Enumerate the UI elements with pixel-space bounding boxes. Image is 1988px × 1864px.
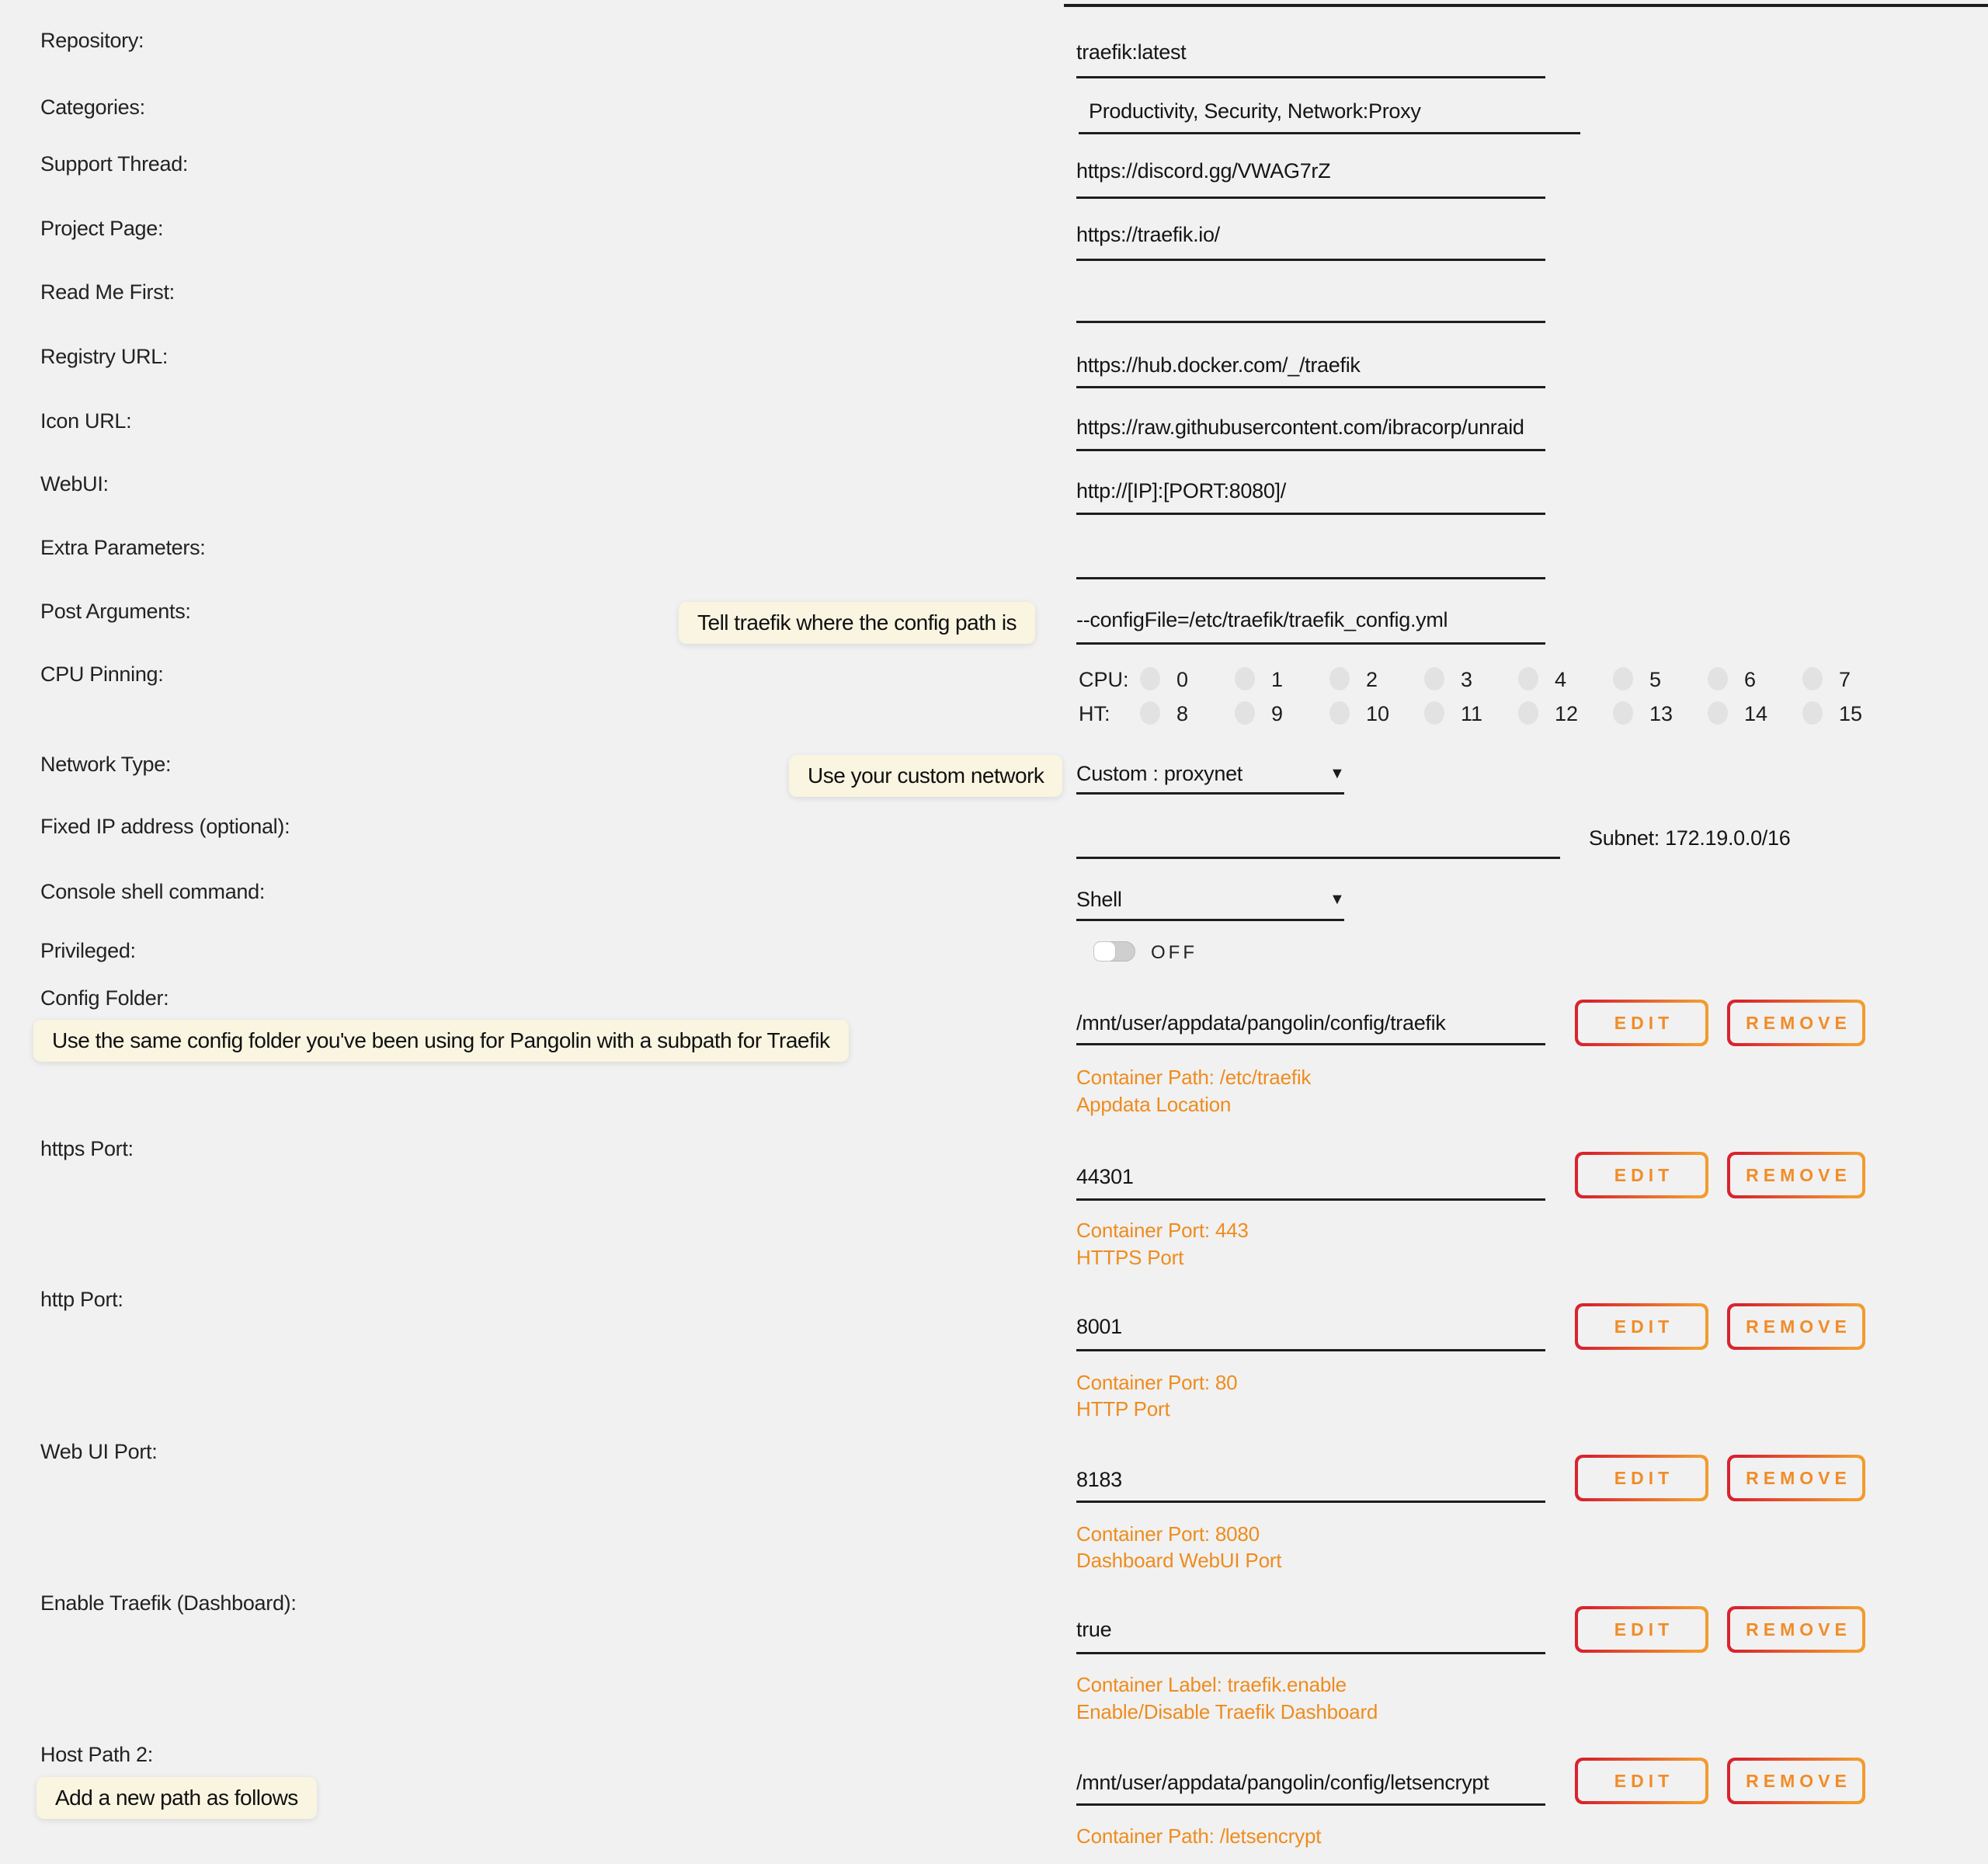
read-me-first-label: Read Me First: <box>40 280 175 304</box>
ht-12-checkbox[interactable] <box>1518 701 1538 725</box>
webui-input-underline <box>1076 513 1545 515</box>
cpu-7-checkbox[interactable] <box>1802 667 1823 690</box>
enable-traefik-edit-button[interactable] <box>1575 1606 1708 1653</box>
host-path-2-tooltip: Add a new path as follows <box>36 1777 317 1819</box>
host-path-2-edit-button[interactable] <box>1575 1758 1708 1804</box>
post-arguments-label: Post Arguments: <box>40 600 191 623</box>
console-shell-dropdown-arrow-icon[interactable]: ▼ <box>1329 891 1345 908</box>
http-port-label: http Port: <box>40 1288 123 1311</box>
support-thread-label: Support Thread: <box>40 152 189 176</box>
http-port-input-underline <box>1076 1349 1545 1351</box>
registry-url-input-underline <box>1076 386 1545 388</box>
network-type-label: Network Type: <box>40 753 172 776</box>
host-path-2-remove-button-label: REMOVE <box>1730 1761 1862 1801</box>
privileged-toggle-state: OFF <box>1151 942 1197 963</box>
post-arguments-input-underline <box>1076 642 1545 645</box>
read-me-first-input-underline <box>1076 321 1545 323</box>
network-type-dropdown-arrow-icon[interactable]: ▼ <box>1329 765 1345 782</box>
https-port-description: HTTPS Port <box>1076 1246 1184 1269</box>
enable-traefik-description: Enable/Disable Traefik Dashboard <box>1076 1700 1378 1723</box>
ht-12-label: 12 <box>1555 702 1579 725</box>
support-thread-input-underline <box>1076 196 1545 199</box>
web-ui-port-edit-button-label: EDIT <box>1578 1458 1705 1498</box>
repository-input-underline <box>1076 76 1545 78</box>
fixed-ip-input-underline <box>1076 857 1560 859</box>
repository-label: Repository: <box>40 29 144 52</box>
cpu-2-label: 2 <box>1366 668 1378 691</box>
ht-11-checkbox[interactable] <box>1424 701 1444 725</box>
host-path-2-edit-button-label: EDIT <box>1578 1761 1705 1801</box>
categories-input-underline <box>1079 132 1580 134</box>
cpu-row-label: CPU: <box>1079 668 1129 691</box>
post-arguments-input[interactable]: --configFile=/etc/traefik/traefik_config.yml <box>1076 608 1448 631</box>
privileged-toggle[interactable] <box>1093 941 1135 962</box>
cpu-3-checkbox[interactable] <box>1424 667 1444 690</box>
ht-10-checkbox[interactable] <box>1329 701 1350 725</box>
web-ui-port-input-underline <box>1076 1501 1545 1503</box>
host-path-2-label: Host Path 2: <box>40 1743 153 1766</box>
cpu-pinning-label: CPU Pinning: <box>40 662 164 686</box>
config-folder-edit-button[interactable] <box>1575 1000 1708 1046</box>
https-port-input-underline <box>1076 1198 1545 1201</box>
host-path-2-remove-button[interactable] <box>1727 1758 1865 1804</box>
http-port-remove-button-label: REMOVE <box>1730 1306 1862 1347</box>
top-cutoff-field-underline <box>1064 4 1988 7</box>
config-folder-container-path: Container Path: /etc/traefik <box>1076 1066 1312 1089</box>
post-arguments-tooltip: Tell traefik where the config path is <box>679 602 1035 644</box>
privileged-toggle-knob <box>1093 941 1116 962</box>
https-port-input[interactable]: 44301 <box>1076 1165 1134 1188</box>
network-type-tooltip: Use your custom network <box>789 755 1062 797</box>
cpu-2-checkbox[interactable] <box>1329 667 1350 690</box>
ht-row-label: HT: <box>1079 702 1110 725</box>
http-port-input[interactable]: 8001 <box>1076 1315 1122 1338</box>
cpu-0-label: 0 <box>1176 668 1189 691</box>
ht-15-checkbox[interactable] <box>1802 701 1823 725</box>
icon-url-label: Icon URL: <box>40 409 132 433</box>
cpu-5-checkbox[interactable] <box>1613 667 1633 690</box>
cpu-0-checkbox[interactable] <box>1140 667 1160 690</box>
web-ui-port-container-port: Container Port: 8080 <box>1076 1522 1260 1546</box>
cpu-1-label: 1 <box>1271 668 1284 691</box>
extra-parameters-label: Extra Parameters: <box>40 536 206 559</box>
categories-input[interactable]: Productivity, Security, Network:Proxy <box>1089 99 1421 123</box>
ht-13-label: 13 <box>1649 702 1673 725</box>
cpu-1-checkbox[interactable] <box>1235 667 1255 690</box>
registry-url-label: Registry URL: <box>40 345 169 368</box>
cpu-3-label: 3 <box>1461 668 1473 691</box>
cpu-4-checkbox[interactable] <box>1518 667 1538 690</box>
https-port-container-port: Container Port: 443 <box>1076 1219 1249 1242</box>
cpu-5-label: 5 <box>1649 668 1662 691</box>
ht-8-checkbox[interactable] <box>1140 701 1160 725</box>
cpu-4-label: 4 <box>1555 668 1567 691</box>
webui-input[interactable]: http://[IP]:[PORT:8080]/ <box>1076 479 1286 503</box>
ht-8-label: 8 <box>1176 702 1189 725</box>
project-page-input[interactable]: https://traefik.io/ <box>1076 223 1220 246</box>
extra-parameters-input-underline <box>1076 577 1545 579</box>
http-port-remove-button[interactable] <box>1727 1303 1865 1350</box>
ht-14-label: 14 <box>1744 702 1768 725</box>
web-ui-port-remove-button[interactable] <box>1727 1455 1865 1501</box>
https-port-remove-button-label: REMOVE <box>1730 1155 1862 1195</box>
host-path-2-container-path: Container Path: /letsencrypt <box>1076 1824 1322 1848</box>
enable-traefik-edit-button-label: EDIT <box>1578 1609 1705 1650</box>
config-folder-remove-button-label: REMOVE <box>1730 1003 1862 1043</box>
privileged-label: Privileged: <box>40 939 136 962</box>
enable-traefik-input[interactable]: true <box>1076 1618 1112 1641</box>
console-shell-select[interactable]: Shell <box>1076 888 1122 911</box>
config-folder-input[interactable]: /mnt/user/appdata/pangolin/config/traefik <box>1076 1011 1446 1035</box>
fixed-ip-label: Fixed IP address (optional): <box>40 815 290 838</box>
http-port-description: HTTP Port <box>1076 1397 1170 1421</box>
enable-traefik-label: Enable Traefik (Dashboard): <box>40 1591 297 1615</box>
icon-url-input[interactable]: https://raw.githubusercontent.com/ibracorp/unraid <box>1076 416 1524 439</box>
ht-13-checkbox[interactable] <box>1613 701 1633 725</box>
http-port-edit-button[interactable] <box>1575 1303 1708 1350</box>
host-path-2-input[interactable]: /mnt/user/appdata/pangolin/config/letsencrypt <box>1076 1771 1489 1794</box>
cpu-7-label: 7 <box>1839 668 1851 691</box>
enable-traefik-remove-button[interactable] <box>1727 1606 1865 1653</box>
https-port-edit-button[interactable] <box>1575 1152 1708 1198</box>
cpu-6-label: 6 <box>1744 668 1757 691</box>
icon-url-input-underline <box>1076 449 1545 451</box>
enable-traefik-remove-button-label: REMOVE <box>1730 1609 1862 1650</box>
network-type-select[interactable]: Custom : proxynet <box>1076 762 1242 785</box>
web-ui-port-label: Web UI Port: <box>40 1440 158 1463</box>
config-folder-tooltip: Use the same config folder you've been using for Pangolin with a subpath for Traefik <box>33 1020 849 1062</box>
ht-15-label: 15 <box>1839 702 1863 725</box>
fixed-ip-subnet-text: Subnet: 172.19.0.0/16 <box>1589 826 1791 850</box>
config-folder-description: Appdata Location <box>1076 1093 1232 1116</box>
project-page-input-underline <box>1076 259 1545 261</box>
config-folder-edit-button-label: EDIT <box>1578 1003 1705 1043</box>
enable-traefik-container-label: Container Label: traefik.enable <box>1076 1673 1347 1696</box>
http-port-edit-button-label: EDIT <box>1578 1306 1705 1347</box>
console-shell-label: Console shell command: <box>40 880 266 903</box>
ht-14-checkbox[interactable] <box>1708 701 1728 725</box>
config-folder-remove-button[interactable] <box>1727 1000 1865 1046</box>
ht-9-checkbox[interactable] <box>1235 701 1255 725</box>
ht-9-label: 9 <box>1271 702 1284 725</box>
network-type-select-underline <box>1076 792 1344 795</box>
project-page-label: Project Page: <box>40 217 164 240</box>
registry-url-input[interactable]: https://hub.docker.com/_/traefik <box>1076 353 1361 377</box>
enable-traefik-input-underline <box>1076 1652 1545 1654</box>
ht-11-label: 11 <box>1461 702 1483 725</box>
console-shell-select-underline <box>1076 919 1344 921</box>
web-ui-port-edit-button[interactable] <box>1575 1455 1708 1501</box>
web-ui-port-remove-button-label: REMOVE <box>1730 1458 1862 1498</box>
https-port-label: https Port: <box>40 1137 134 1160</box>
https-port-remove-button[interactable] <box>1727 1152 1865 1198</box>
web-ui-port-input[interactable]: 8183 <box>1076 1468 1122 1491</box>
config-folder-label: Config Folder: <box>40 986 169 1010</box>
categories-label: Categories: <box>40 96 145 119</box>
repository-input[interactable]: traefik:latest <box>1076 40 1187 64</box>
http-port-container-port: Container Port: 80 <box>1076 1371 1238 1394</box>
config-folder-input-underline <box>1076 1043 1545 1045</box>
cpu-6-checkbox[interactable] <box>1708 667 1728 690</box>
host-path-2-input-underline <box>1076 1803 1545 1806</box>
web-ui-port-description: Dashboard WebUI Port <box>1076 1549 1282 1572</box>
webui-label: WebUI: <box>40 472 109 496</box>
support-thread-input[interactable]: https://discord.gg/VWAG7rZ <box>1076 159 1331 183</box>
https-port-edit-button-label: EDIT <box>1578 1155 1705 1195</box>
ht-10-label: 10 <box>1366 702 1390 725</box>
